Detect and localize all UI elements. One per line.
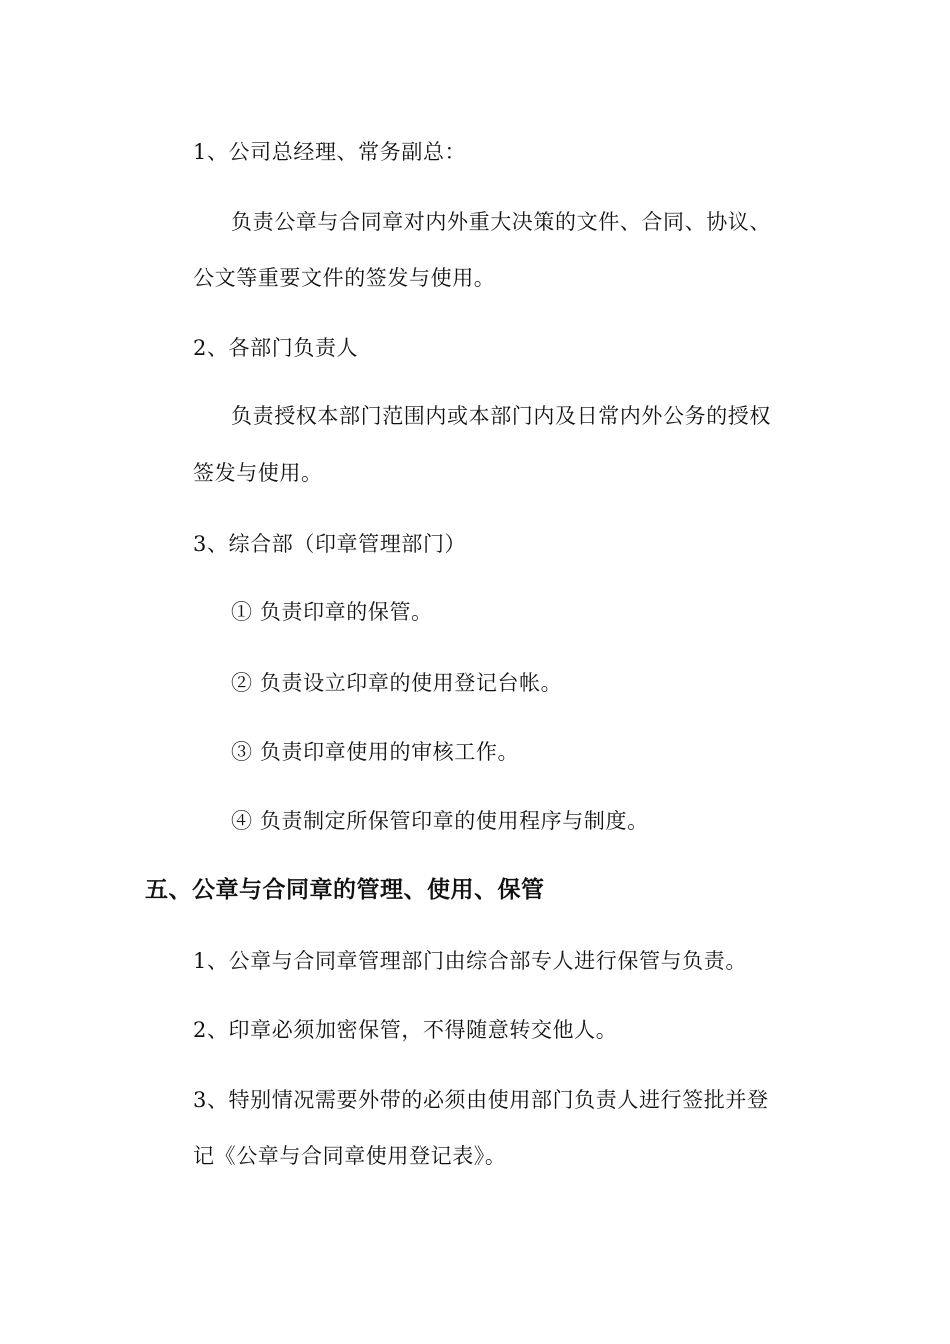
section5-item-3-line1: 3、特别情况需要外带的必须由使用部门负责人进行签批并登 [193, 1088, 769, 1112]
item3-title: 3、综合部（印章管理部门） [193, 532, 467, 556]
item2-text-line2: 签发与使用。 [193, 461, 323, 485]
item1-text-line2: 公文等重要文件的签发与使用。 [193, 266, 496, 290]
section5-heading: 五、公章与合同章的管理、使用、保管 [145, 877, 545, 903]
item2-title: 2、各部门负责人 [193, 336, 359, 360]
item3-subitem-3: ③ 负责印章使用的审核工作。 [231, 740, 520, 764]
section5-item-1: 1、公章与合同章管理部门由综合部专人进行保管与负责。 [193, 949, 747, 973]
item3-subitem-4: ④ 负责制定所保管印章的使用程序与制度。 [231, 809, 649, 833]
item1-text-line1: 负责公章与合同章对内外重大决策的文件、合同、协议、 [231, 210, 771, 234]
item2-text-line1: 负责授权本部门范围内或本部门内及日常内外公务的授权 [231, 404, 771, 428]
item3-subitem-2: ② 负责设立印章的使用登记台帐。 [231, 671, 563, 695]
section5-item-2: 2、印章必须加密保管，不得随意转交他人。 [193, 1018, 618, 1042]
item3-subitem-1: ① 负责印章的保管。 [231, 600, 433, 624]
item1-title: 1、公司总经理、常务副总： [193, 140, 467, 164]
section5-item-3-line2: 记《公章与合同章使用登记表》。 [193, 1144, 507, 1168]
